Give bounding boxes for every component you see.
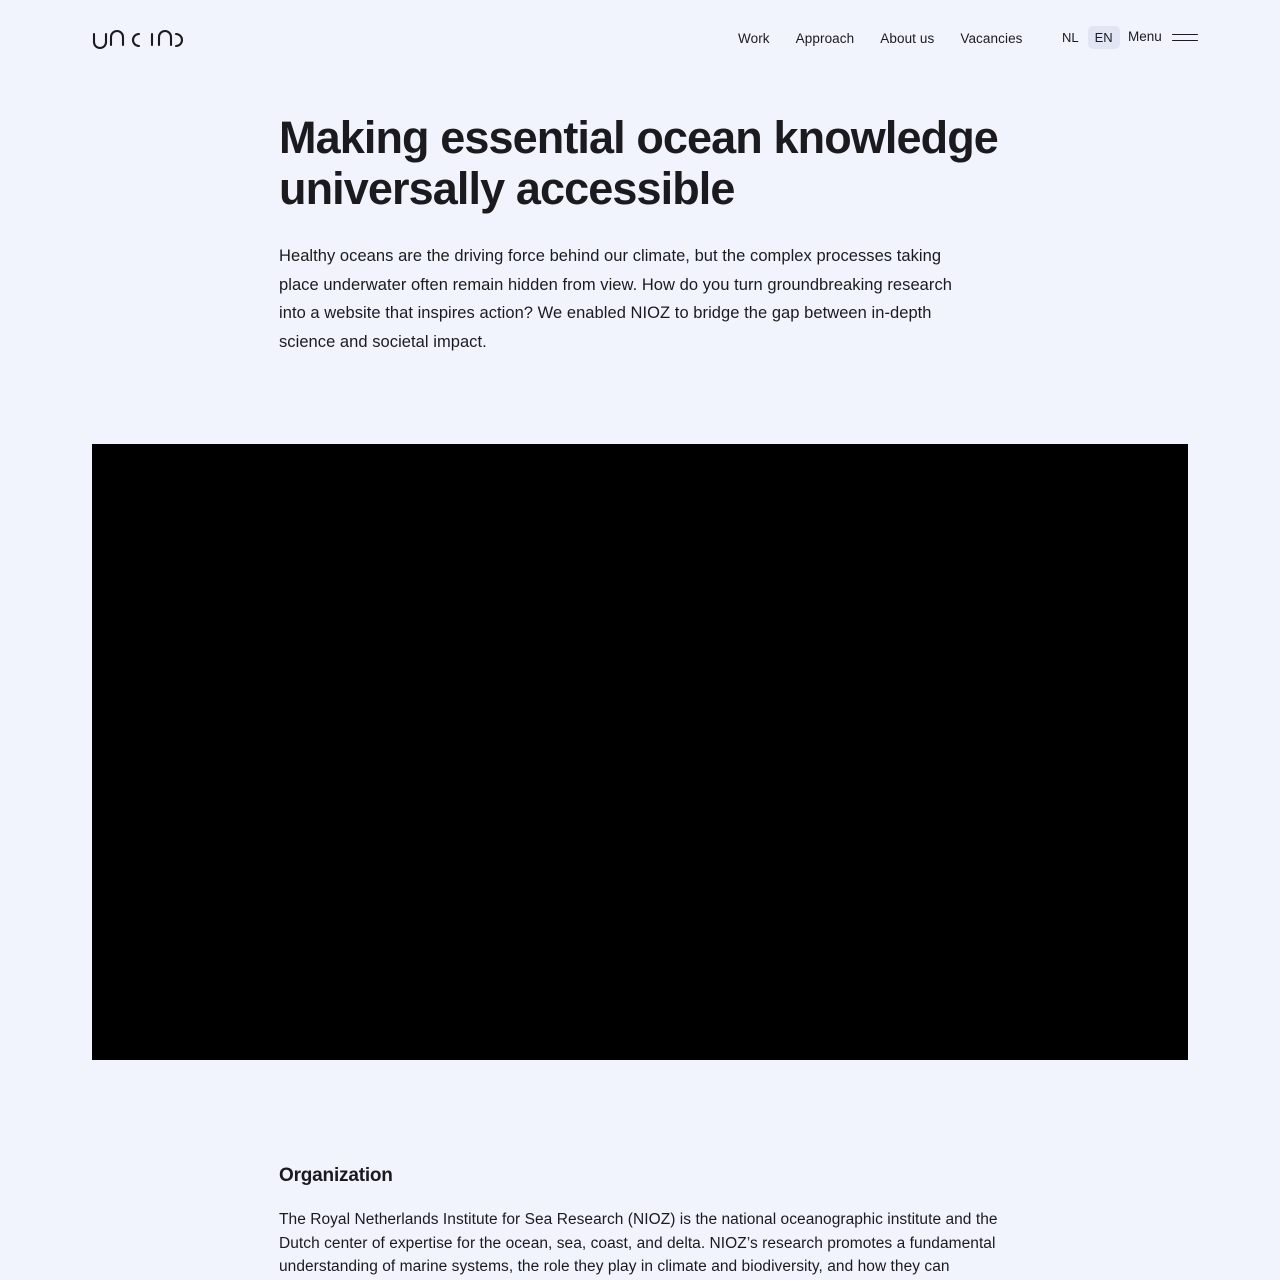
primary-nav bbox=[738, 31, 1023, 47]
nav-item-about-us[interactable]: About us bbox=[880, 31, 935, 46]
language-option-nl[interactable]: NL bbox=[1062, 30, 1079, 45]
language-option-en[interactable]: EN bbox=[1088, 26, 1120, 49]
nav-item-vacancies[interactable]: Vacancies bbox=[960, 31, 1023, 46]
language-switcher bbox=[1055, 26, 1120, 49]
nav-item-work[interactable]: Work bbox=[738, 31, 770, 46]
organization-section bbox=[279, 1163, 1009, 1279]
logo-link[interactable] bbox=[92, 26, 192, 52]
hero-intro-text: Healthy oceans are the driving force behind our climate, but the complex processes taking place underwater often remain hidden from view. How do you turn groundbreaking research into a website that inspires action? We enabled NIOZ to bridge the gap between in-depth science and societal impact. bbox=[279, 247, 952, 351]
site-header bbox=[0, 0, 1280, 78]
page-title: Making essential ocean knowledge universally accessible bbox=[279, 112, 998, 214]
organization-body-text: The Royal Netherlands Institute for Sea Research (NIOZ) is the national oceanographic institute and the Dutch center of expertise for the ocean, sea, coast, and delta. NIOZ’s research promotes a fundamental understanding of marine systems, the role they play in climate and biodiversity, and how they can bbox=[279, 1211, 998, 1275]
menu-label: Menu bbox=[1128, 29, 1162, 44]
nav-item-approach[interactable]: Approach bbox=[795, 31, 855, 46]
brand-logo-icon bbox=[92, 26, 192, 52]
hero-video-player[interactable] bbox=[92, 444, 1188, 1060]
organization-heading: Organization bbox=[279, 1165, 393, 1186]
menu-toggle[interactable] bbox=[1128, 29, 1198, 45]
hero-section bbox=[279, 112, 1039, 356]
hamburger-icon bbox=[1172, 32, 1198, 43]
